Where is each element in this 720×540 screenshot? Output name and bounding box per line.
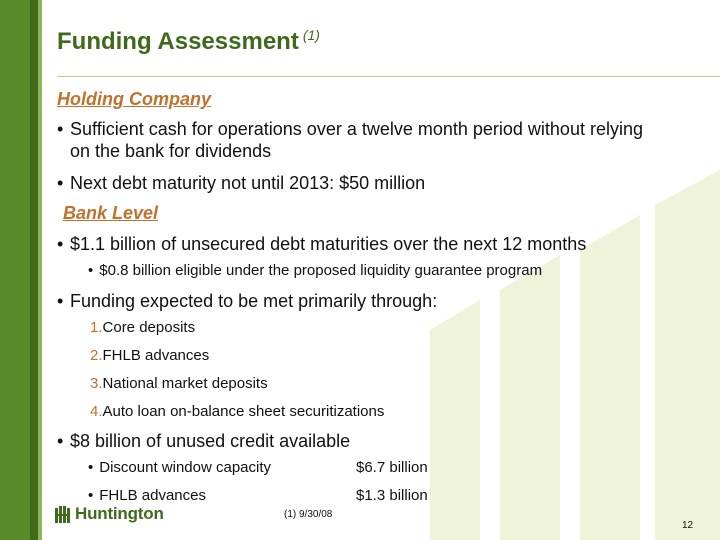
holding-bullet-maturity-text: Next debt maturity not until 2013: $50 million xyxy=(70,173,426,193)
bank-bullet-credit xyxy=(57,430,657,452)
funding-source-item xyxy=(90,403,384,420)
bullet-icon: • xyxy=(57,173,64,193)
bullet-icon: • xyxy=(57,431,64,451)
huntington-logo-text: Huntington xyxy=(75,504,164,523)
bullet-icon: • xyxy=(57,119,64,139)
credit-line-label: FHLB advances xyxy=(99,487,206,504)
funding-source-label: Core deposits xyxy=(102,319,196,336)
bullet-icon: • xyxy=(88,487,94,504)
huntington-logo xyxy=(55,504,164,524)
bank-subbullet-guarantee xyxy=(88,262,542,279)
funding-source-label: FHLB advances xyxy=(102,347,210,364)
funding-source-label: National market deposits xyxy=(102,375,268,392)
bank-bullet-funding xyxy=(57,290,657,312)
slide-title xyxy=(57,27,320,56)
huntington-logo-mark-icon xyxy=(55,505,71,523)
holding-bullet-cash xyxy=(57,118,657,162)
footnote: (1) 9/30/08 xyxy=(284,509,333,520)
credit-line-value: $1.3 billion xyxy=(356,487,428,504)
funding-source-item xyxy=(90,319,195,336)
bullet-icon: • xyxy=(57,234,64,254)
page-number: 12 xyxy=(682,520,694,531)
bank-bullet-maturities xyxy=(57,233,697,255)
holding-bullet-maturity xyxy=(57,172,657,194)
left-accent-highlight xyxy=(38,0,42,540)
funding-source-item xyxy=(90,347,209,364)
bullet-icon: • xyxy=(57,291,64,311)
bank-bullet-maturities-text: $1.1 billion of unsecured debt maturities over the next 12 months xyxy=(70,234,587,254)
funding-source-number: 1. xyxy=(90,319,103,336)
funding-source-label: Auto loan on-balance sheet securitizations xyxy=(102,403,385,420)
left-accent-stripe xyxy=(30,0,38,540)
title-divider xyxy=(57,76,720,77)
credit-line-value: $6.7 billion xyxy=(356,459,428,476)
slide-title-text: Funding Assessment xyxy=(57,28,299,55)
bank-subbullet-guarantee-text: $0.8 billion eligible under the proposed liquidity guarantee program xyxy=(99,262,543,279)
funding-source-number: 2. xyxy=(90,347,103,364)
funding-source-number: 3. xyxy=(90,375,103,392)
bank-level-heading: Bank Level xyxy=(63,203,159,223)
holding-company-heading: Holding Company xyxy=(57,89,211,109)
credit-line-label: Discount window capacity xyxy=(99,459,272,476)
bullet-icon: • xyxy=(88,459,94,476)
title-footnote-marker: (1) xyxy=(302,27,320,43)
credit-line-discount-window xyxy=(88,459,271,476)
bank-bullet-credit-text: $8 billion of unused credit available xyxy=(70,431,351,451)
holding-bullet-cash-text: Sufficient cash for operations over a twelve month period without relying on the bank for dividends xyxy=(70,119,643,161)
bullet-icon: • xyxy=(88,262,94,279)
bank-bullet-funding-text: Funding expected to be met primarily through: xyxy=(70,291,438,311)
credit-line-fhlb xyxy=(88,487,206,504)
funding-source-item xyxy=(90,375,268,392)
funding-source-number: 4. xyxy=(90,403,103,420)
